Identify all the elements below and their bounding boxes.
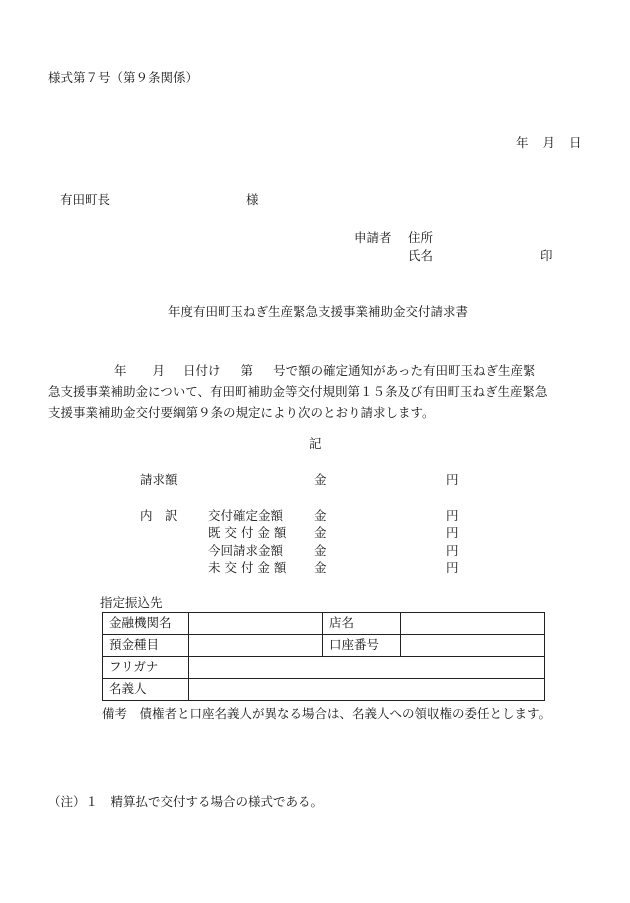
- breakdown-yen-3: 円: [446, 560, 459, 575]
- name-label: 氏名: [408, 248, 434, 263]
- breakdown-kin-0: 金: [314, 508, 327, 523]
- applicant-label: 申請者: [354, 230, 392, 245]
- branch-label: 店名: [323, 613, 401, 635]
- body-month: 月: [152, 363, 166, 378]
- breakdown-yen-2: 円: [446, 543, 459, 558]
- breakdown-label-3: 未 交 付 金 額: [208, 560, 287, 575]
- furigana-label: フリガナ: [103, 657, 189, 679]
- claim-yen: 円: [446, 472, 459, 487]
- branch-field[interactable]: [401, 613, 545, 635]
- body-line-2: 急支援事業補助金について、有田町補助金等交付規則第１５条及び有田町玉ねぎ生産緊急: [48, 384, 548, 399]
- body-line-1: [48, 360, 588, 381]
- honorific: 様: [246, 192, 259, 207]
- form-number: 様式第７号（第９条関係）: [48, 70, 199, 85]
- breakdown-kin-1: 金: [314, 525, 327, 540]
- table-row: [103, 635, 545, 657]
- holder-label: 名義人: [103, 679, 189, 701]
- account-number-label: 口座番号: [323, 635, 401, 657]
- institution-label: 金融機関名: [103, 613, 189, 635]
- table-row: [103, 613, 545, 635]
- body-line-3: 支援事業補助金交付要綱第９条の規定により次のとおり請求します。: [48, 405, 435, 420]
- seal-label: 印: [540, 248, 553, 263]
- breakdown-yen-0: 円: [446, 508, 459, 523]
- claim-kin: 金: [314, 472, 327, 487]
- document-title: 年度有田町玉ねぎ生産緊急支援事業補助金交付請求書: [168, 304, 469, 319]
- breakdown-label-1: 既 交 付 金 額: [208, 525, 287, 540]
- breakdown-label: 内 訳: [140, 508, 178, 523]
- breakdown-kin-2: 金: [314, 543, 327, 558]
- remarks: 備考 債権者と口座名義人が異なる場合は、名義人への領収権の委任とします。: [102, 706, 552, 721]
- address-label: 住所: [408, 230, 434, 245]
- account-type-label: 預金種目: [103, 635, 189, 657]
- bank-account-table: [102, 612, 545, 701]
- breakdown-label-0: 交付確定金額: [208, 508, 284, 523]
- account-type-field[interactable]: [189, 635, 323, 657]
- bank-heading: 指定振込先: [100, 595, 163, 610]
- ki-marker: 記: [309, 436, 322, 451]
- body-year: 年: [114, 363, 127, 378]
- institution-field[interactable]: [189, 613, 323, 635]
- breakdown-label-2: 今回請求金額: [208, 543, 284, 558]
- body-line-1-rest: 号で額の確定通知があった有田町玉ねぎ生産緊: [273, 363, 536, 378]
- account-number-field[interactable]: [401, 635, 545, 657]
- date-year: 年: [516, 135, 529, 150]
- body-dated: 日付け: [183, 363, 221, 378]
- footnote: （注）１ 精算払で交付する場合の様式である。: [48, 794, 324, 809]
- body-paragraph: [48, 360, 588, 423]
- table-row: [103, 657, 545, 679]
- table-row: [103, 679, 545, 701]
- date-day: 日: [569, 135, 582, 150]
- addressee: 有田町長: [60, 192, 111, 207]
- date-month: 月: [542, 135, 556, 150]
- body-dai: 第: [240, 363, 254, 378]
- claim-label: 請求額: [140, 472, 178, 487]
- breakdown-yen-1: 円: [446, 525, 459, 540]
- furigana-field[interactable]: [189, 657, 545, 679]
- holder-field[interactable]: [189, 679, 545, 701]
- date-line: [516, 137, 582, 150]
- breakdown-kin-3: 金: [314, 560, 327, 575]
